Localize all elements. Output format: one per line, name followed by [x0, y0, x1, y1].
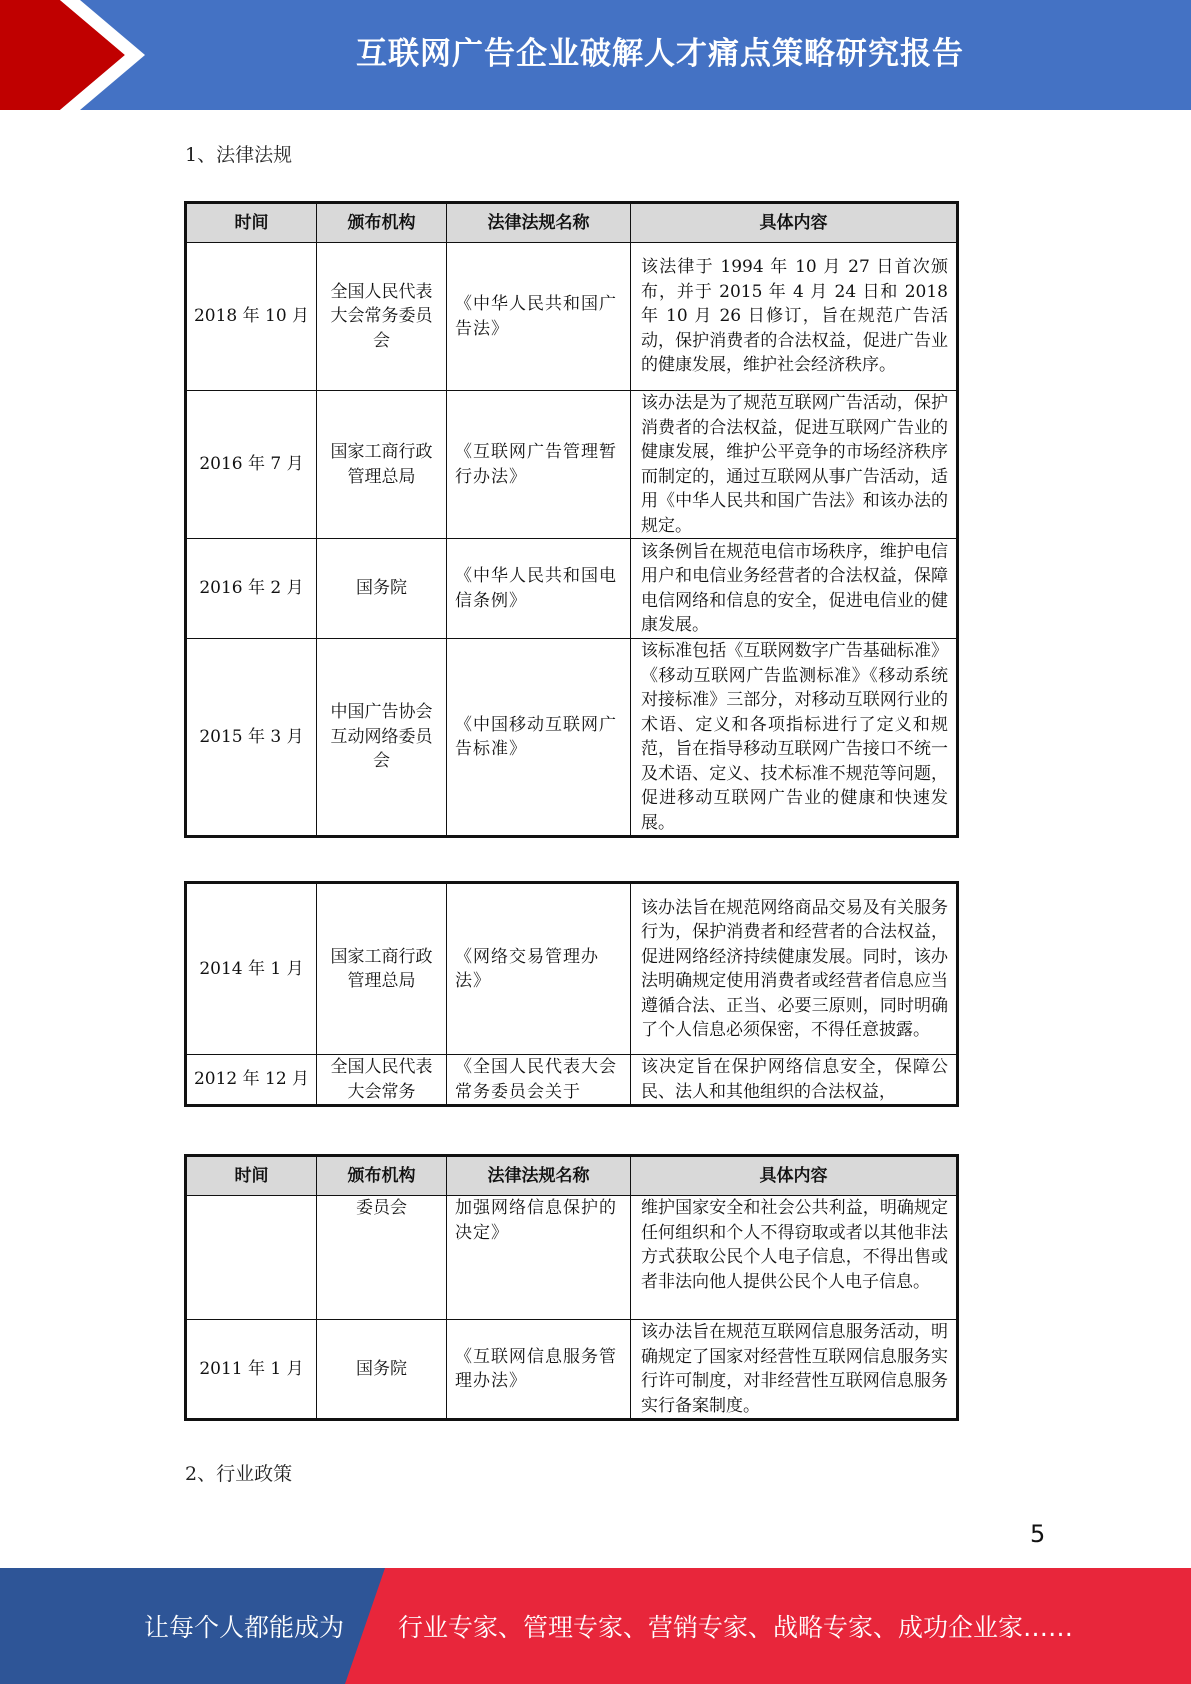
cell-org: 委员会 [317, 1196, 447, 1320]
section-heading-laws: 1、法律法规 [185, 144, 293, 166]
cell-content: 维护国家安全和社会公共利益，明确规定任何组织和个人不得窃取或者以其他非法方式获取公民个人电子信息，不得出售或者非法向他人提供公民个人电子信息。 [631, 1196, 958, 1320]
cell-time: 2011 年 1 月 [186, 1320, 317, 1420]
cell-content: 该法律于 1994 年 10 月 27 日首次颁布，并于 2015 年 4 月 24 日和 2018 年 10 月 26 日修订，旨在规范广告活动，保护消费者的合法权益，促进广告业的健康发展，维护社会经济秩序。 [631, 243, 958, 391]
cell-law-name: 《互联网广告管理暂行办法》 [447, 391, 631, 539]
cell-org: 国务院 [317, 1320, 447, 1420]
cell-time: 2016 年 2 月 [186, 539, 317, 639]
header-law-name: 法律法规名称 [447, 1156, 631, 1196]
cell-content: 该标准包括《互联网数字广告基础标准》《移动互联网广告监测标准》《移动系统对接标准》三部分，对移动互联网行业的术语、定义和各项指标进行了定义和规范，旨在指导移动互联网广告接口不统一及术语、定义、技术标准不规范等问题，促进移动互联网广告业的健康和快速发展。 [631, 639, 958, 837]
header-org: 颁布机构 [317, 1156, 447, 1196]
table-row [186, 539, 958, 639]
table-row [186, 639, 958, 837]
cell-content: 该办法旨在规范网络商品交易及有关服务行为，保护消费者和经营者的合法权益，促进网络经济持续健康发展。同时，该办法明确规定使用消费者或经营者信息应当遵循合法、正当、必要三原则，同时明确了个人信息必须保密，不得任意披露。 [631, 883, 958, 1055]
cell-org: 全国人民代表大会常务 [317, 1055, 447, 1106]
cell-law-name: 《全国人民代表大会常务委员会关于 [447, 1055, 631, 1106]
laws-table-1 [184, 201, 959, 838]
table-row [186, 1196, 958, 1320]
cell-org: 国家工商行政管理总局 [317, 883, 447, 1055]
table-row [186, 243, 958, 391]
cell-time: 2018 年 10 月 [186, 243, 317, 391]
header-content: 具体内容 [631, 1156, 958, 1196]
table-row [186, 883, 958, 1055]
header-law-name: 法律法规名称 [447, 203, 631, 243]
cell-content: 该条例旨在规范电信市场秩序，维护电信用户和电信业务经营者的合法权益，保障电信网络和信息的安全，促进电信业的健康发展。 [631, 539, 958, 639]
cell-time: 2016 年 7 月 [186, 391, 317, 539]
table-header-row [186, 203, 958, 243]
laws-table-3 [184, 1154, 959, 1421]
page-footer [0, 1568, 1191, 1684]
cell-org: 国家工商行政管理总局 [317, 391, 447, 539]
page-number: 5 [1030, 1520, 1046, 1548]
footer-slogan-left: 让每个人都能成为 [144, 1613, 345, 1642]
cell-law-name: 《网络交易管理办法》 [447, 883, 631, 1055]
cell-content: 该办法旨在规范互联网信息服务活动，明确规定了国家对经营性互联网信息服务实行许可制度，对非经营性互联网信息服务实行备案制度。 [631, 1320, 958, 1420]
table-row [186, 1320, 958, 1420]
laws-table-2 [184, 881, 959, 1107]
header-time: 时间 [186, 203, 317, 243]
page-header [0, 0, 1191, 110]
cell-law-name: 《互联网信息服务管理办法》 [447, 1320, 631, 1420]
table-header-row [186, 1156, 958, 1196]
cell-time: 2014 年 1 月 [186, 883, 317, 1055]
cell-law-name: 加强网络信息保护的决定》 [447, 1196, 631, 1320]
cell-time: 2015 年 3 月 [186, 639, 317, 837]
footer-slogan-right: 行业专家、管理专家、营销专家、战略专家、成功企业家…… [398, 1613, 1074, 1642]
cell-law-name: 《中国移动互联网广告标准》 [447, 639, 631, 837]
cell-law-name: 《中华人民共和国电信条例》 [447, 539, 631, 639]
cell-org: 全国人民代表大会常务委员会 [317, 243, 447, 391]
cell-org: 国务院 [317, 539, 447, 639]
cell-time: 2012 年 12 月 [186, 1055, 317, 1106]
cell-content: 该办法是为了规范互联网广告活动，保护消费者的合法权益，促进互联网广告业的健康发展，维护公平竞争的市场经济秩序而制定的，通过互联网从事广告活动，适用《中华人民共和国广告法》和该办法的规定。 [631, 391, 958, 539]
cell-content: 该决定旨在保护网络信息安全，保障公民、法人和其他组织的合法权益， [631, 1055, 958, 1106]
section-heading-policy: 2、行业政策 [185, 1463, 293, 1485]
cell-law-name: 《中华人民共和国广告法》 [447, 243, 631, 391]
header-time: 时间 [186, 1156, 317, 1196]
table-row [186, 1055, 958, 1106]
cell-org: 中国广告协会互动网络委员会 [317, 639, 447, 837]
header-content: 具体内容 [631, 203, 958, 243]
header-title: 互联网广告企业破解人才痛点策略研究报告 [356, 35, 964, 72]
table-row [186, 391, 958, 539]
cell-time [186, 1196, 317, 1320]
header-org: 颁布机构 [317, 203, 447, 243]
